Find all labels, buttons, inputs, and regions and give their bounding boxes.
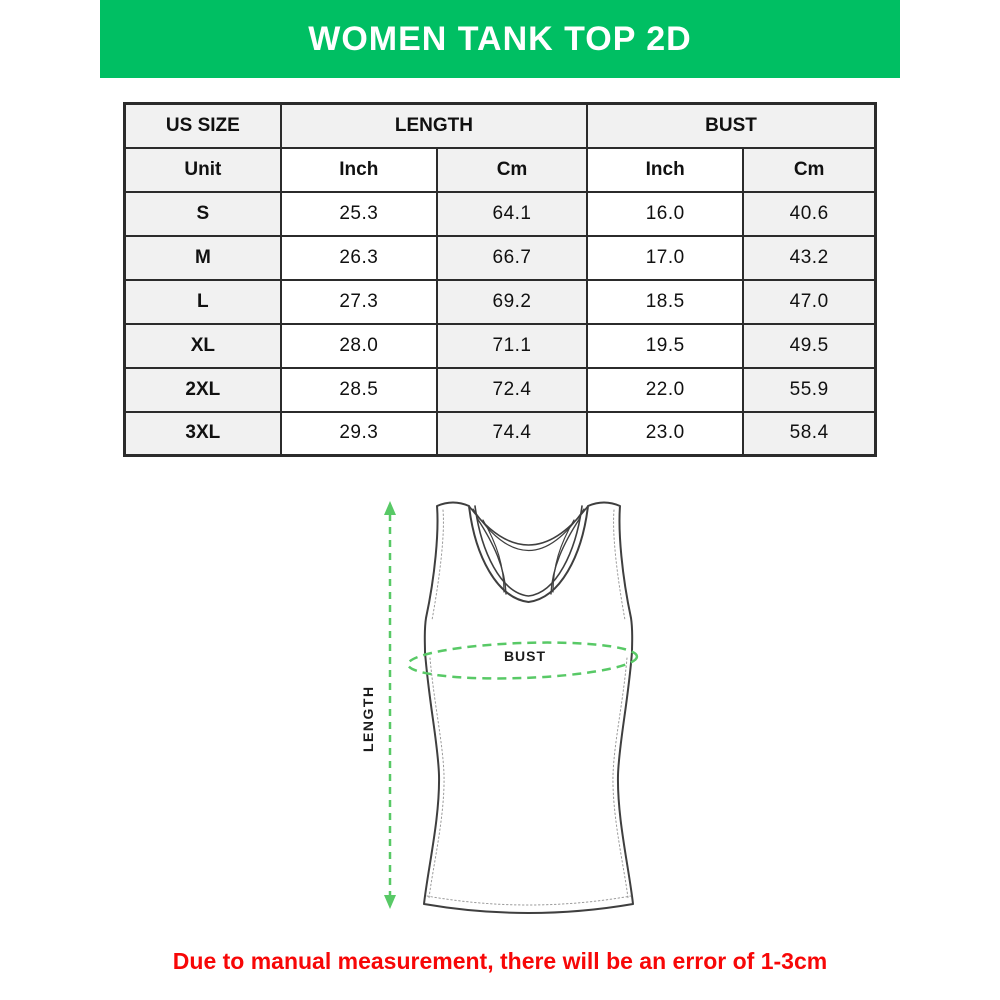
bust-cm-value: 40.6	[743, 192, 875, 236]
bust-cm-value: 49.5	[743, 324, 875, 368]
bust-inch-value: 17.0	[587, 236, 743, 280]
page-title: WOMEN TANK TOP 2D	[308, 19, 692, 58]
tank-top-illustration	[355, 498, 655, 928]
size-label: 3XL	[125, 412, 281, 456]
bust-inch-value: 22.0	[587, 368, 743, 412]
length-inch-value: 25.3	[281, 192, 437, 236]
measurement-diagram	[355, 498, 655, 928]
size-label: 2XL	[125, 368, 281, 412]
table-row-s	[125, 192, 876, 236]
bust-inch-value: 18.5	[587, 280, 743, 324]
col-header-length: LENGTH	[281, 104, 587, 148]
table-row-l	[125, 280, 876, 324]
length-label: LENGTH	[360, 685, 376, 752]
measurement-disclaimer: Due to manual measurement, there will be an error of 1-3cm	[172, 948, 828, 974]
size-label: L	[125, 280, 281, 324]
length-arrow-icon	[384, 501, 396, 909]
tank-top-outline	[424, 503, 633, 914]
table-row-3xl	[125, 412, 876, 456]
bust-inch-value: 19.5	[587, 324, 743, 368]
length-inch-value: 28.5	[281, 368, 437, 412]
bust-inch-value: 23.0	[587, 412, 743, 456]
length-cm-value: 66.7	[437, 236, 587, 280]
size-label: M	[125, 236, 281, 280]
length-inch-value: 26.3	[281, 236, 437, 280]
table-row-m	[125, 236, 876, 280]
col-header-us-size: US SIZE	[125, 104, 281, 148]
length-inch-value: 29.3	[281, 412, 437, 456]
bust-cm-value: 47.0	[743, 280, 875, 324]
col-header-bust: BUST	[587, 104, 875, 148]
title-banner	[100, 0, 900, 78]
bust-label: BUST	[503, 648, 547, 664]
table-header-row	[125, 104, 876, 148]
length-cm-value: 69.2	[437, 280, 587, 324]
table-row-2xl	[125, 368, 876, 412]
bust-cm-value: 58.4	[743, 412, 875, 456]
bust-inch-value: 16.0	[587, 192, 743, 236]
length-inch-value: 28.0	[281, 324, 437, 368]
length-cm-value: 64.1	[437, 192, 587, 236]
size-chart-table	[123, 102, 877, 457]
size-label: XL	[125, 324, 281, 368]
unit-bust-inch: Inch	[587, 148, 743, 192]
unit-bust-cm: Cm	[743, 148, 875, 192]
unit-label: Unit	[125, 148, 281, 192]
length-cm-value: 71.1	[437, 324, 587, 368]
unit-length-inch: Inch	[281, 148, 437, 192]
bust-cm-value: 55.9	[743, 368, 875, 412]
length-inch-value: 27.3	[281, 280, 437, 324]
size-label: S	[125, 192, 281, 236]
table-unit-row	[125, 148, 876, 192]
table-row-xl	[125, 324, 876, 368]
bust-cm-value: 43.2	[743, 236, 875, 280]
length-cm-value: 72.4	[437, 368, 587, 412]
unit-length-cm: Cm	[437, 148, 587, 192]
length-cm-value: 74.4	[437, 412, 587, 456]
